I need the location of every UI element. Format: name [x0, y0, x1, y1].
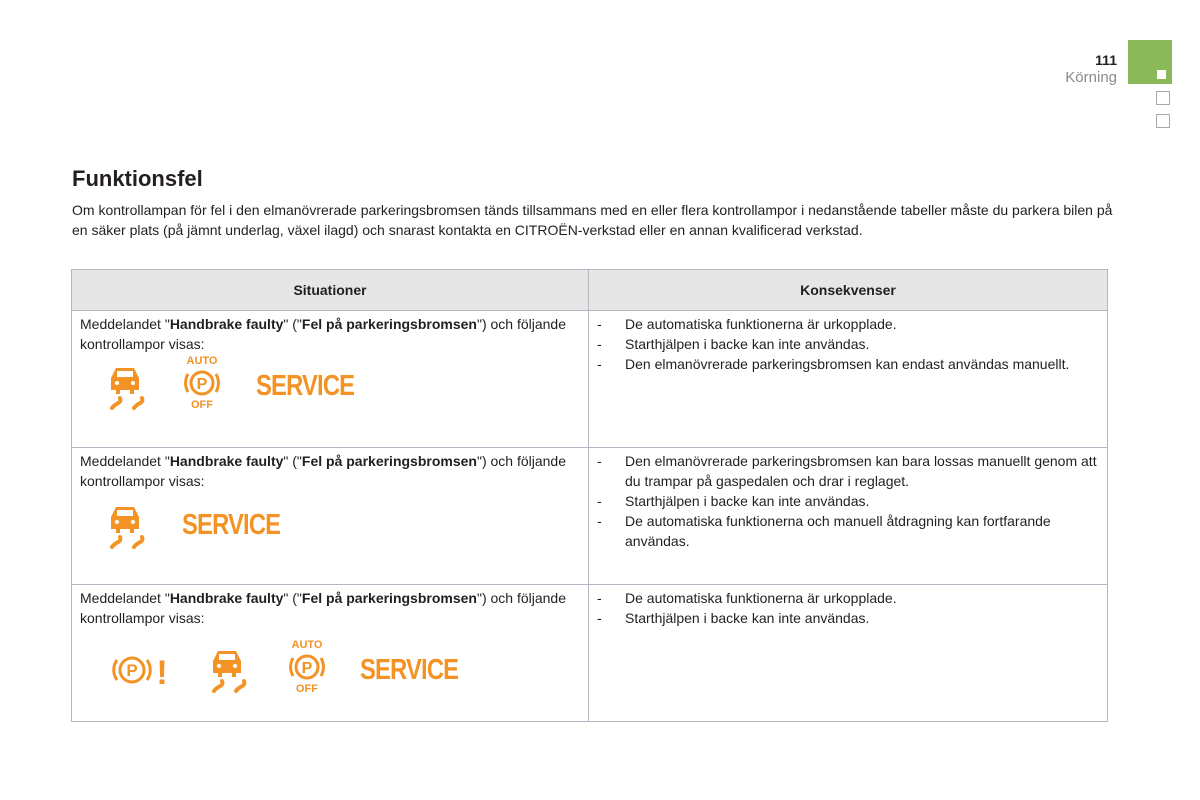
svg-text:OFF: OFF: [191, 399, 213, 410]
table-row: [72, 311, 1108, 448]
svg-text:AUTO: AUTO: [186, 355, 218, 367]
situation-text: Meddelandet "Handbrake faulty" ("Fel på parkeringsbromsen") och följande kontrollampor visas:: [80, 453, 566, 489]
consequence-list: [597, 588, 1099, 628]
section-name: Körning: [1065, 69, 1117, 86]
esp-off-icon: [208, 647, 252, 695]
column-header-consequences: Konsekvenser: [589, 270, 1108, 311]
list-item: - Starthjälpen i backe kan inte användas.: [597, 334, 1099, 354]
malfunction-table: [71, 269, 1108, 722]
chapter-tab-marker: [1157, 70, 1166, 79]
svg-text:!: !: [156, 654, 168, 690]
service-icon: SERVICE: [256, 370, 355, 402]
situation-cell: [72, 585, 589, 722]
table-row: [72, 448, 1108, 585]
svg-text:AUTO: AUTO: [291, 639, 323, 651]
situation-cell: [72, 448, 589, 585]
warning-lamps: [80, 491, 580, 571]
list-item: - Den elmanövrerade parkeringsbromsen kan endast användas manuellt.: [597, 354, 1099, 374]
auto-p-off-icon: [283, 638, 331, 694]
auto-p-off-icon: [178, 354, 226, 410]
consequence-list: [597, 314, 1099, 374]
page-number: 111: [1095, 52, 1117, 68]
situation-cell: [72, 311, 589, 448]
svg-text:P: P: [301, 660, 313, 677]
page-header: [1065, 52, 1117, 86]
service-icon: SERVICE: [182, 509, 281, 541]
consequence-cell: [589, 448, 1108, 585]
esp-off-icon: [106, 503, 150, 551]
svg-text:OFF: OFF: [296, 683, 318, 694]
warning-lamps: [80, 628, 580, 708]
column-header-situations: Situationer: [72, 270, 589, 311]
list-item: - De automatiska funktionerna är urkopplade.: [597, 588, 1099, 608]
intro-text: Om kontrollampan för fel i den elmanövrerade parkeringsbromsen tänds tillsammans med en eller flera kontrollampor i nedanstående tabeller måste du parkera bilen på en säker plats (på jämnt underlag, växel ilagd) och snarast kontakta en CITROËN-verkstad eller en annan kvalificerad verkstad.: [72, 202, 1113, 238]
esp-off-icon: [106, 364, 150, 412]
consequence-list: [597, 451, 1099, 551]
situation-text: Meddelandet "Handbrake faulty" ("Fel på parkeringsbromsen") och följande kontrollampor visas:: [80, 590, 566, 626]
page-title: Funktionsfel: [72, 166, 203, 191]
parking-brake-fault-icon: [108, 650, 172, 690]
situation-text: Meddelandet "Handbrake faulty" ("Fel på parkeringsbromsen") och följande kontrollampor visas:: [80, 316, 566, 352]
list-item: - De automatiska funktionerna och manuell åtdragning kan fortfarande användas.: [597, 511, 1099, 551]
consequence-cell: [589, 585, 1108, 722]
list-item: - Starthjälpen i backe kan inte användas.: [597, 608, 1099, 628]
chapter-tab-box: [1156, 91, 1170, 105]
consequence-cell: [589, 311, 1108, 448]
chapter-tab-box: [1156, 114, 1170, 128]
list-item: - Den elmanövrerade parkeringsbromsen kan bara lossas manuellt genom att du trampar på gaspedalen och drar i reglaget.: [597, 451, 1099, 491]
list-item: - De automatiska funktionerna är urkopplade.: [597, 314, 1099, 334]
list-item: - Starthjälpen i backe kan inte användas.: [597, 491, 1099, 511]
warning-lamps: [80, 354, 580, 434]
svg-text:P: P: [126, 661, 138, 680]
svg-text:P: P: [196, 376, 208, 393]
table-row: [72, 585, 1108, 722]
service-icon: SERVICE: [360, 654, 459, 686]
